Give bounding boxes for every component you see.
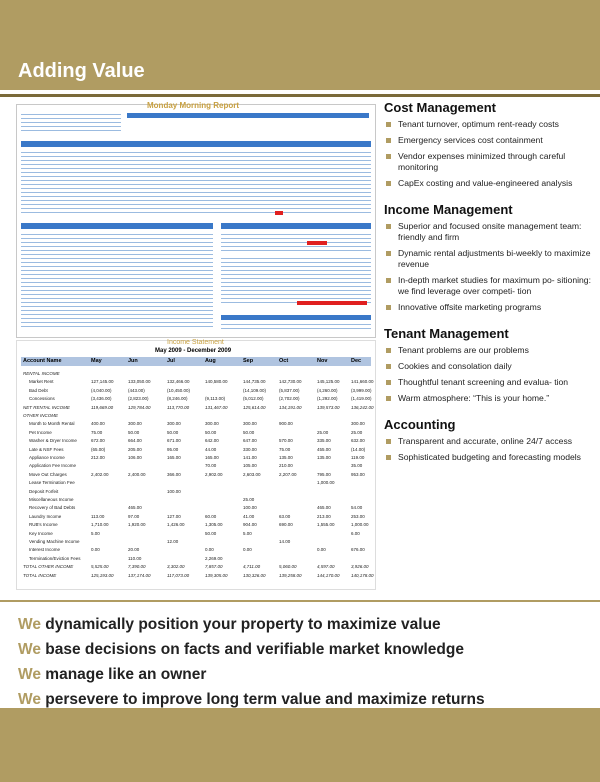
income-cell: 455.00 (317, 446, 331, 452)
income-cell: 953.00 (351, 471, 365, 477)
income-cell: 50.00 (243, 429, 255, 435)
income-cell: Lease Termination Fee (29, 480, 75, 486)
income-cell: 100.00 (167, 488, 181, 494)
income-row (21, 438, 371, 445)
bullet-item (384, 361, 594, 372)
income-row (21, 404, 374, 412)
income-cell: 5,060.00 (279, 564, 297, 570)
income-row (21, 455, 371, 462)
bullet-text: Vendor expenses minimized through careful monitoring (398, 151, 566, 172)
income-cell: (65.00) (91, 446, 106, 452)
report-delinquency-alert (307, 241, 327, 245)
income-row (21, 388, 371, 395)
income-cell: Vending Machine Income (29, 539, 80, 544)
income-cell: 125,193.00 (91, 572, 114, 578)
income-cell: 676.00 (351, 547, 365, 553)
bullet-text: Emergency services cost containment (398, 135, 543, 145)
income-cell: 135.00 (317, 455, 331, 460)
income-cell: Deposit Forfeit (29, 488, 59, 494)
income-cell: 44.00 (205, 446, 217, 452)
income-cell: 0.00 (243, 547, 252, 553)
income-cell: OTHER INCOME (23, 413, 59, 418)
income-cell: 0.00 (317, 547, 326, 553)
income-cell: 132,466.00 (167, 379, 190, 385)
bullet-text: Tenant turnover, optimum rent-ready costs (398, 119, 559, 129)
income-cell: 139,573.00 (317, 404, 340, 410)
income-cell: Washer & Dryer Income (29, 438, 77, 444)
income-row (21, 413, 371, 420)
income-row (21, 522, 371, 529)
income-cell: 25.00 (317, 429, 329, 435)
income-cell: 212.00 (91, 455, 105, 460)
bullet-square-icon (386, 181, 391, 186)
income-cell: (1,419.00) (351, 396, 372, 402)
income-row (21, 421, 371, 428)
income-cell: 642.00 (205, 438, 219, 444)
value-statement (18, 662, 598, 687)
income-cell: 165.00 (205, 455, 219, 460)
income-cell: 2,269.00 (205, 555, 223, 561)
income-cell: NET RENTAL INCOME (23, 404, 70, 410)
bullet-item (384, 377, 594, 388)
income-cell: (9,113.00) (205, 396, 226, 402)
bullet-square-icon (386, 364, 391, 369)
income-row (21, 505, 371, 512)
income-cell: Pet Income (29, 429, 52, 435)
bullet-text: Sophisticated budgeting and forecasting models (398, 452, 581, 462)
income-cell: 672.00 (91, 438, 105, 444)
income-cell: 366.00 (167, 471, 181, 477)
income-cell: 127.00 (167, 513, 181, 519)
income-cell: 141,660.00 (351, 379, 374, 385)
bullet-text: In-depth market studies for maximum po- sitioning: we find leverage over competi- tion (398, 275, 591, 296)
report-traffic-bar (21, 223, 213, 229)
value-sections (384, 100, 594, 476)
bullet-item (384, 178, 594, 189)
income-cell: 140,178.00 (351, 572, 374, 578)
income-cell: Miscellaneous Income (29, 497, 74, 502)
income-row (21, 572, 374, 580)
statement-text: base decisions on facts and verifiable market knowledge (45, 641, 464, 658)
income-cell: 400.00 (91, 421, 105, 427)
income-cell: 134,191.00 (279, 404, 302, 410)
income-col-header: Jun (128, 358, 138, 364)
income-row (21, 539, 371, 546)
income-row (21, 514, 371, 521)
income-row (21, 556, 371, 563)
income-cell: 50.00 (128, 429, 140, 435)
bullet-square-icon (386, 278, 391, 283)
section-gap (384, 194, 594, 202)
income-cell: 75.00 (279, 446, 291, 452)
income-cell: 5.00 (91, 530, 100, 536)
bullet-text: Cookies and consolation daily (398, 361, 512, 371)
bullet-square-icon (386, 455, 391, 460)
income-cell: (5,837.00) (279, 387, 300, 393)
income-cell: (14,109.00) (243, 387, 267, 393)
income-cell: 14.00 (279, 539, 291, 544)
income-cell: 253.00 (351, 513, 365, 519)
report-leasing-alert (297, 301, 367, 305)
report-units-bar (21, 141, 371, 147)
income-cell: Appliance Income (29, 455, 65, 460)
income-cell: 117,073.00 (167, 572, 190, 578)
bullet-text: CapEx costing and value-engineered analysis (398, 178, 573, 188)
income-cell: Move Out Charges (29, 471, 67, 477)
income-cell: 60.00 (205, 513, 217, 519)
income-cell: 63.00 (279, 513, 291, 519)
footer-band (0, 708, 600, 782)
income-cell: (8,246.00) (167, 396, 188, 402)
income-cell: 119,669.00 (91, 404, 114, 410)
income-row (21, 497, 371, 504)
income-statement-header (21, 357, 371, 366)
income-cell: 2,902.00 (205, 471, 223, 477)
income-cell: 0.00 (205, 547, 214, 553)
bullet-square-icon (386, 154, 391, 159)
value-statements (18, 612, 598, 712)
income-cell: 97.00 (128, 513, 140, 519)
income-cell: TOTAL INCOME (23, 572, 57, 578)
income-col-header: Dec (351, 358, 362, 364)
statement-we: We (18, 691, 41, 708)
income-cell: 3,302.00 (167, 564, 185, 570)
bullet-square-icon (386, 138, 391, 143)
income-cell: Laundry Income (29, 513, 62, 519)
income-cell: 95.00 (167, 446, 179, 452)
income-cell: 54.00 (351, 505, 363, 511)
bullet-item (384, 248, 594, 270)
income-cell: Market Rent (29, 379, 54, 385)
report-info-block (21, 111, 121, 133)
income-cell: 213.00 (317, 513, 331, 519)
income-cell: 570.00 (279, 438, 293, 444)
statement-we: We (18, 641, 41, 658)
income-cell: (443.00) (128, 387, 145, 393)
report-traffic-table (21, 231, 213, 329)
section-heading: Tenant Management (384, 326, 509, 341)
income-col-header: Aug (205, 358, 216, 364)
income-cell: 119.00 (351, 455, 365, 460)
income-cell: 110.00 (128, 555, 142, 561)
report-units-table (21, 149, 371, 215)
income-cell: 106.00 (128, 455, 142, 460)
section-gap (384, 409, 594, 417)
value-statement (18, 612, 598, 637)
statement-text: dynamically position your property to maximize value (45, 616, 441, 633)
income-cell: 140,580.00 (205, 379, 228, 385)
income-row (21, 371, 371, 378)
income-cell: 12.00 (167, 539, 179, 544)
income-cell: 50.00 (205, 530, 217, 536)
income-cell: 1,920.00 (128, 522, 146, 528)
bullet-text: Thoughtful tenant screening and evalua- tion (398, 377, 569, 387)
income-cell: 135.00 (279, 455, 293, 460)
bullet-square-icon (386, 348, 391, 353)
income-cell: 130,326.00 (243, 572, 266, 578)
income-cell: (5,012.00) (243, 396, 264, 402)
income-cell: (2,823.00) (128, 396, 149, 402)
income-cell: Interest Income (29, 547, 61, 553)
report-header-bar (127, 113, 369, 118)
income-cell: (3,436.00) (91, 396, 112, 402)
bullet-item (384, 436, 594, 447)
bullet-item (384, 302, 594, 313)
bullet-item (384, 345, 594, 356)
income-cell: 5.00 (243, 530, 252, 536)
income-row (21, 396, 371, 403)
income-cell: 2,402.00 (91, 471, 109, 477)
income-row (21, 430, 371, 437)
income-cell: 205.00 (128, 446, 142, 452)
income-cell: 100.00 (243, 505, 257, 511)
income-cell: 137,174.00 (128, 572, 151, 578)
bullet-text: Warm atmosphere: “This is your home.” (398, 393, 550, 403)
page-title: Adding Value (18, 60, 145, 82)
income-col-header: Nov (317, 358, 328, 364)
bullet-item (384, 221, 594, 243)
income-cell: (4,260.00) (317, 387, 338, 393)
income-cell: Late & NSF Fees (29, 446, 64, 452)
bullet-square-icon (386, 439, 391, 444)
income-cell: (3,999.00) (351, 387, 372, 393)
income-cell: 41.00 (243, 513, 255, 519)
income-row (21, 564, 371, 571)
income-cell: 25.00 (351, 429, 363, 435)
income-cell: 210.00 (279, 463, 293, 469)
report-collections-table (221, 321, 371, 331)
income-cell: RENTAL INCOME (23, 371, 60, 376)
income-cell: 1,555.00 (317, 522, 335, 528)
income-cell: 142,730.00 (279, 379, 302, 385)
income-cell: (1,292.00) (317, 396, 338, 402)
income-col-header: Jul (167, 358, 175, 364)
income-cell: 129,784.00 (128, 404, 151, 410)
income-row (21, 472, 371, 479)
income-cell: 1,305.00 (205, 522, 223, 528)
income-cell: 0.00 (91, 547, 100, 553)
income-cell: 1,710.00 (91, 522, 109, 528)
section-gap (384, 318, 594, 326)
income-cell: 465.00 (317, 505, 331, 511)
income-cell: 75.00 (91, 429, 103, 435)
income-cell: 70.00 (205, 463, 217, 469)
income-cell: 136,242.00 (351, 404, 374, 410)
income-cell: 2,207.00 (279, 471, 297, 477)
income-cell: Concessions (29, 396, 55, 402)
income-cell: 900.00 (279, 421, 293, 427)
income-cell: 4,711.00 (243, 564, 261, 570)
report-delinquency-bar (221, 223, 371, 229)
report-title: Monday Morning Report (147, 101, 239, 110)
income-statement-image (16, 340, 376, 590)
income-cell: 113.00 (91, 513, 105, 519)
income-cell: Termination/Eviction Fees (29, 555, 81, 561)
bullet-square-icon (386, 396, 391, 401)
bullet-text: Dynamic rental adjustments bi-weekly to maximize revenue (398, 248, 591, 269)
income-cell: 300.00 (351, 421, 365, 427)
income-cell: 113,770.00 (167, 404, 190, 410)
bullet-item (384, 393, 594, 404)
income-cell: 795.00 (317, 471, 331, 477)
income-cell: 165.00 (167, 455, 181, 460)
income-row (21, 531, 371, 538)
income-cell: 690.00 (279, 522, 293, 528)
income-cell: Month to Month Rental (29, 421, 75, 427)
income-row (21, 463, 371, 470)
income-row (21, 480, 371, 487)
income-cell: TOTAL OTHER INCOME (23, 564, 74, 570)
income-cell: 2,603.00 (243, 471, 261, 477)
income-cell: 133,050.00 (128, 379, 151, 385)
income-cell: 50.00 (205, 429, 217, 435)
report-alert-cell (275, 211, 283, 215)
income-cell: 125,614.00 (243, 404, 266, 410)
bullet-square-icon (386, 305, 391, 310)
income-cell: 50.00 (167, 429, 179, 435)
income-cell: 144,735.00 (243, 379, 266, 385)
bullet-text: Transparent and accurate, online 24/7 access (398, 436, 573, 446)
income-cell: 7,857.00 (205, 564, 223, 570)
income-cell: 300.00 (128, 421, 142, 427)
report-collections-bar (221, 315, 371, 320)
bullet-item (384, 135, 594, 146)
income-cell: 330.00 (243, 446, 257, 452)
income-cell: 632.00 (351, 438, 365, 444)
income-col-header: May (91, 358, 102, 364)
income-cell: 3,926.00 (351, 564, 369, 570)
income-cell: (2,702.00) (279, 396, 300, 402)
income-statement-period: May 2009 - December 2009 (155, 348, 232, 354)
income-cell: RUB's Income (29, 522, 58, 528)
income-row (21, 489, 371, 496)
income-cell: 139,258.00 (279, 572, 302, 578)
bullet-item (384, 452, 594, 463)
income-cell: Key Income (29, 530, 53, 536)
bullet-item (384, 275, 594, 297)
income-cell: Application Fee Income (29, 463, 77, 469)
income-cell: 300.00 (167, 421, 181, 427)
income-cell: 144,170.00 (317, 572, 340, 578)
income-cell: 904.00 (243, 522, 257, 528)
income-cell: 105.00 (243, 463, 257, 469)
section-divider (0, 600, 600, 602)
income-cell: 131,467.00 (205, 404, 228, 410)
income-row (21, 379, 374, 386)
bullet-square-icon (386, 122, 391, 127)
income-cell: 127,145.00 (91, 379, 114, 385)
income-cell: (10,450.00) (167, 387, 191, 393)
statement-we: We (18, 666, 41, 683)
statement-we: We (18, 616, 41, 633)
statement-text: persevere to improve long term value and maximize returns (45, 691, 485, 708)
bullet-text: Superior and focused onsite management team: friendly and firm (398, 221, 582, 242)
income-cell: (14.00) (351, 446, 366, 452)
section-gap (384, 468, 594, 476)
section-heading: Accounting (384, 417, 456, 432)
income-cell: 4,597.00 (317, 564, 335, 570)
bullet-item (384, 151, 594, 173)
bullet-square-icon (386, 380, 391, 385)
section-heading: Income Management (384, 202, 513, 217)
section-heading: Cost Management (384, 100, 496, 115)
income-cell: 6.00 (351, 530, 360, 536)
income-cell: 300.00 (205, 421, 219, 427)
income-cell: 664.00 (128, 438, 142, 444)
income-cell: 7,390.00 (128, 564, 146, 570)
income-col-header: Sep (243, 358, 254, 364)
income-cell: 2,400.00 (128, 471, 146, 477)
income-col-header: Account Name (23, 358, 62, 364)
income-cell: 139,305.00 (205, 572, 228, 578)
bullet-text: Tenant problems are our problems (398, 345, 529, 355)
income-cell: 5,525.00 (91, 564, 109, 570)
report-leasing-table (221, 255, 371, 305)
bullet-item (384, 119, 594, 130)
bullet-square-icon (386, 251, 391, 256)
income-cell: 25.00 (243, 497, 255, 502)
income-row (21, 447, 371, 454)
income-cell: 35.00 (351, 463, 363, 469)
income-cell: 300.00 (243, 421, 257, 427)
income-cell: 671.00 (167, 438, 181, 444)
income-cell: (4,040.00) (91, 387, 112, 393)
income-cell: 335.00 (317, 438, 331, 444)
report-delinquency-table (221, 231, 371, 251)
income-cell: 1,000.00 (317, 480, 335, 486)
income-cell: 465.00 (128, 505, 142, 511)
statement-text: manage like an owner (45, 666, 207, 683)
income-cell: 647.00 (243, 438, 257, 444)
income-cell: Recovery of Bad Debts (29, 505, 76, 511)
income-cell: 1,426.00 (167, 522, 185, 528)
income-row (21, 547, 371, 554)
income-cell: 145,125.00 (317, 379, 340, 385)
bullet-text: Innovative offsite marketing programs (398, 302, 542, 312)
income-cell: Bad Debt (29, 387, 48, 393)
income-statement-title: Income Statement (167, 339, 224, 346)
income-cell: 1,000.00 (351, 522, 369, 528)
income-col-header: Oct (279, 358, 289, 364)
income-cell: 20.00 (128, 547, 140, 553)
monday-morning-report-image (16, 101, 376, 338)
bullet-square-icon (386, 224, 391, 229)
income-cell: 141.00 (243, 455, 257, 460)
header-rule-dark (0, 94, 600, 97)
value-statement (18, 637, 598, 662)
